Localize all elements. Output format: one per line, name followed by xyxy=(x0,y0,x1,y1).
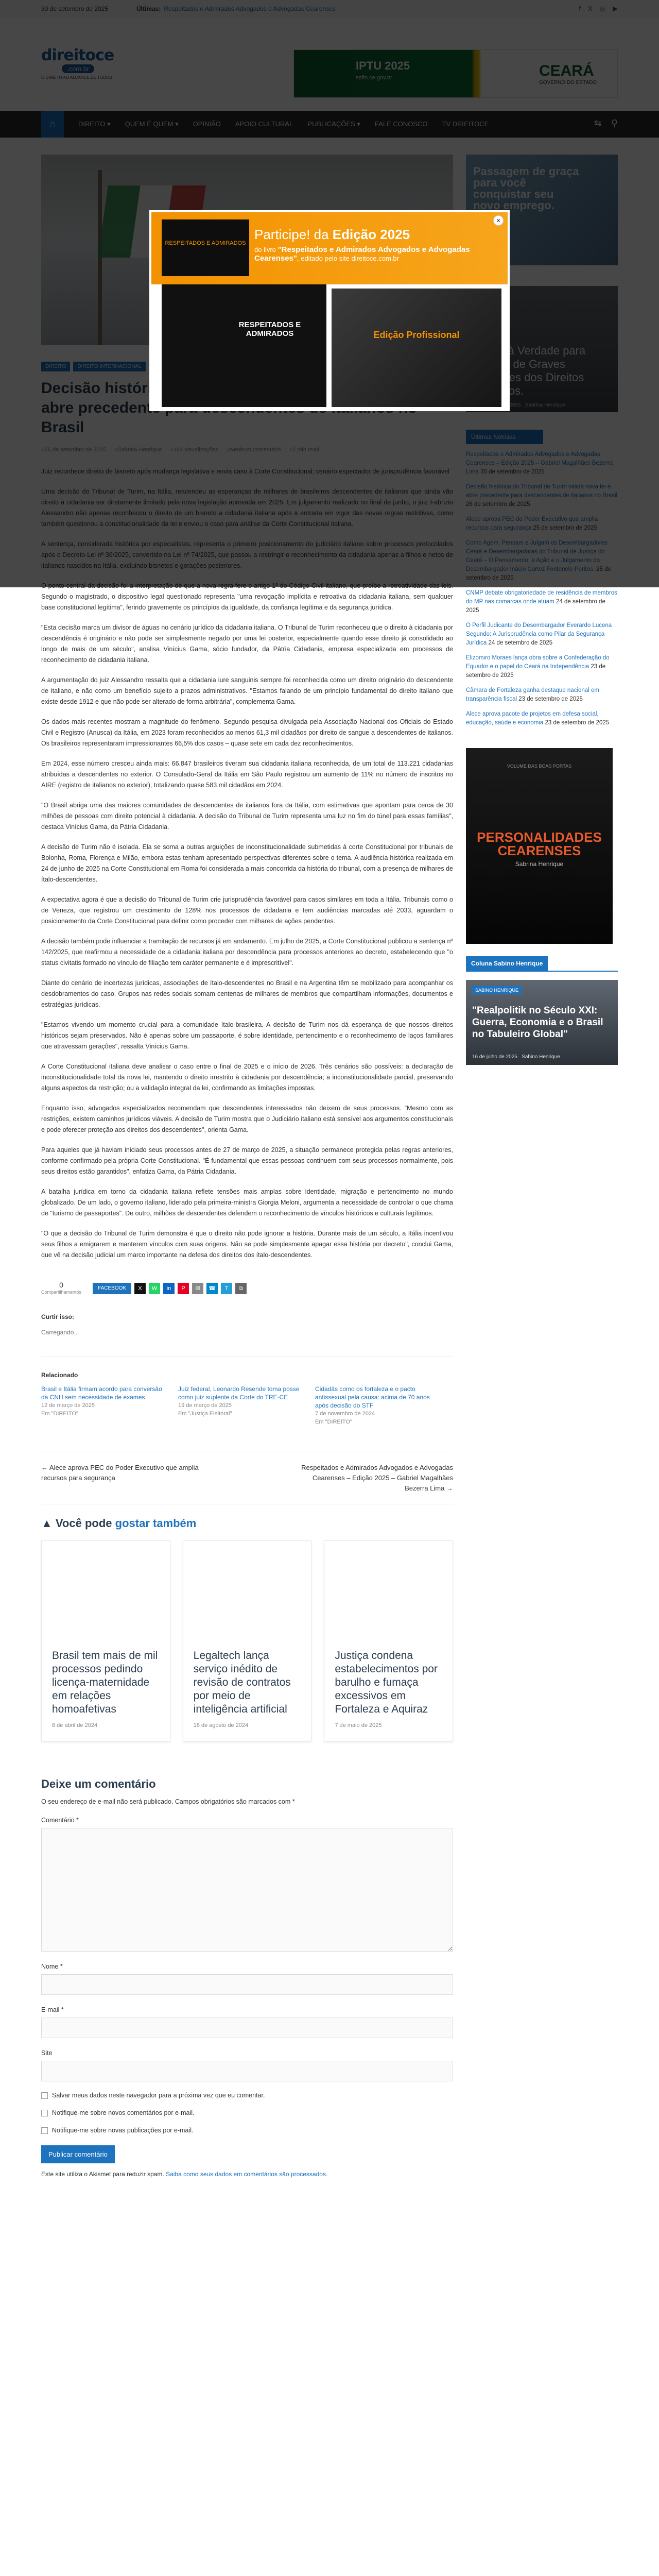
comment-form xyxy=(41,1777,453,2178)
share-linkedin-icon[interactable]: in xyxy=(163,1283,175,1294)
article-paragraph: "Esta decisão marca um divisor de águas no cenário jurídico da cidadania italiana. O Tribunal de Turim reconheceu que o direito à cidadania por descendência é originário e não pode ser simplesmente negado por uma lei posterior, especialmente quando esse direito já consolidado ao longo de mais de um século", analisa Vinícius Gama, sócio fundador, da Pátria Cidadania, empresa especializada em processos de reconhecimento de cidadania italiana. xyxy=(41,624,453,664)
you-may-like xyxy=(41,1517,453,1741)
article-paragraph: A Corte Constitucional italiana deve analisar o caso entre o final de 2025 e o início de 2026. Três cenários são possíveis: a declaração de inconstitucionalidade total da nova lei, mantendo o direito irrestrito à cidadania por descendência; a inconstitucionalidade parcial, preservando alguns aspectos da restrição; ou a validação integral da lei, confirmando as limitações impostas. xyxy=(41,1063,453,1092)
article-paragraph: Enquanto isso, advogados especializados recomendam que descendentes interessados não deixem de seus processos. "Mesmo com as restrições, existem caminhos jurídicos viáveis. A decisão de Turim mostra que o Judiciário italiano está sensível aos argumentos constitucionais e pode oferecer proteção aos direitos dos descendentes", orienta Gama. xyxy=(41,1105,453,1133)
previous-post-link[interactable]: ← Alece aprova PEC do Poder Executivo que amplia recursos para segurança xyxy=(41,1464,199,1482)
akismet-link[interactable]: Saiba como seus dados em comentários são processados. xyxy=(166,2171,328,2178)
share-bar xyxy=(41,1281,453,1296)
modal-cover-text: RESPEITADOS E ADMIRADOS xyxy=(238,320,301,338)
article-paragraph: Diante do cenário de incertezas jurídicas, associações de ítalo-descendentes no Brasil e na Argentina têm se mobilizado para acompanhar os desdobramentos do caso. Grupos nas redes sociais somam centenas de milhares de membros que compartilham informações, documentos e estratégias jurídicas. xyxy=(41,979,453,1008)
latest-news-item[interactable]: O Perfil Judicante do Desembargador Everardo Lucena Segundo: A Jurisprudência como Pilar da Segurança Jurídica 24 de setembro de 2025 xyxy=(466,622,612,646)
promo-modal xyxy=(149,210,510,411)
card-title: Brasil tem mais de mil processos pedindo licença-maternidade em relações homoafetivas xyxy=(52,1650,158,1715)
latest-news-item[interactable]: Câmara de Fortaleza ganha destaque nacional em transparência fiscal 23 de setembro de 2025 xyxy=(466,687,599,702)
submit-comment-button[interactable]: Publicar comentário xyxy=(41,2145,115,2163)
required-note: O seu endereço de e-mail não será publicado. Campos obrigatórios são marcados com * xyxy=(41,1798,295,1805)
column-heading: Coluna Sabino Henrique xyxy=(466,956,618,972)
share-pinterest-icon[interactable]: P xyxy=(178,1283,189,1294)
email-label: E-mail * xyxy=(41,2006,64,2013)
column-tag[interactable]: SABINO HENRIQUE xyxy=(472,986,522,994)
share-count: 0 Compartilhamentos xyxy=(41,1281,82,1295)
share-telegram-icon[interactable]: T xyxy=(221,1283,232,1294)
modal-header xyxy=(151,212,508,284)
share-copy-icon[interactable]: ⧉ xyxy=(235,1283,247,1294)
article-paragraph: A decisão também pode influenciar a tramitação de recursos já em andamento. Em julho de 2025, a Corte Constitucional publicou a sentença nº 142/2025, que reafirmou a necessidade de a cidadania italiana por descendência para processos anteriores ao decreto, estabelecendo que "o status civitatis formado no vínculo de filiação tem caráter permanente e é imprescritível". xyxy=(41,938,453,967)
modal-logo: RESPEITADOS E ADMIRADOS xyxy=(162,219,249,276)
article-paragraph: A expectativa agora é que a decisão do Tribunal de Turim crie jurisprudência favorável para casos similares em toda a Itália. Tribunais como o de Veneza, que registrou um crescimento de 128% nos processos de cidadania e tem audiências marcadas até 2033, aguardam o posicionamento da Corte Constitucional para definir como proceder com milhares de ações pendentes. xyxy=(41,896,453,925)
site-field[interactable] xyxy=(41,2061,453,2081)
card-date: 18 de agosto de 2024 xyxy=(193,1722,249,1728)
like-label: Curtir isso: xyxy=(41,1313,75,1320)
related-post[interactable]: Cidadãs como os fortaleza e o pacto antissexual pela causa: acima de 70 anos após decisão do STF 7 de novembro de 2024 Em "DIREITO" xyxy=(315,1385,430,1425)
modal-cover2-text: Edição Profissional xyxy=(373,330,460,340)
akismet-note: Este site utiliza o Akismet para reduzir spam. Saiba como seus dados em comentários são processados. xyxy=(41,2171,328,2178)
post-navigation xyxy=(41,1452,453,1504)
save-data-checkbox-row[interactable]: Salvar meus dados neste navegador para a próxima vez que eu comentar. xyxy=(41,2092,453,2099)
modal-book-cover-2[interactable] xyxy=(332,289,501,407)
related-heading: Relacionado xyxy=(41,1371,78,1379)
article-paragraph: "O que a decisão do Tribunal de Turim demonstra é que o direito não pode ignorar a história. Durante mais de um século, a Itália incentivou seus filhos a emigrarem e manterem vínculos com suas origens. Não se pode simplesmente apagar essa história por decreto", conclui Gama, que vê na decisão judicial um marco importante na defesa dos direitos dos ítalo-descendentes. xyxy=(41,1230,453,1259)
related-post[interactable]: Brasil e Itália firmam acordo para conversão da CNH sem necessidade de exames 12 de março de 2025 Em "DIREITO" xyxy=(41,1385,162,1417)
card-title: Legaltech lança serviço inédito de revisão de contratos por meio de inteligência artificial xyxy=(193,1650,291,1715)
article-paragraph: Os dados mais recentes mostram a magnitude do fenômeno. Segundo pesquisa divulgada pela Associação Nacional dos Oficiais do Estado Civil e Registro (Anusca) da Itália, em 2023 foram reconhecidos ao menos 61,3 mil cidadãos por direito de sangue a descendentes de italianos. Os brasileiros representaram impressionantes 66,5% dos casos – quase sete em cada dez reconhecimentos. xyxy=(41,718,453,747)
article-paragraph: Segundo o magistrado, o dispositivo legal questionado representa "uma revogação implícita e retroativa da cidadania italiana, sem qualquer base constitucional legítima", ferindo gravemente os princípios da igualdade, da confiança legítima e da segurança jurídica. xyxy=(41,593,453,611)
column-meta: 16 de julho de 2025 Sabino Henrique xyxy=(472,1054,560,1060)
name-label: Nome * xyxy=(41,1963,63,1970)
article-paragraph: Para aqueles que já haviam iniciado seus processos antes de 27 de março de 2025, a situação permanece protegida pelas regras anteriores, conforme confirmado pela própria Corte Constitucional. "É fundamental que essas pessoas continuem com seus processos normalmente, pois seus direitos estão garantidos", enfatiza Gama, da Pátria Cidadania. xyxy=(41,1146,453,1175)
column-card[interactable] xyxy=(466,980,618,1065)
notify-comments-checkbox[interactable] xyxy=(41,2110,48,2116)
suggested-card[interactable] xyxy=(183,1540,312,1741)
save-data-checkbox[interactable] xyxy=(41,2092,48,2099)
comment-textarea[interactable] xyxy=(41,1828,453,1952)
suggested-cards xyxy=(41,1540,453,1741)
name-field[interactable] xyxy=(41,1974,453,1995)
share-whatsapp-icon[interactable]: W xyxy=(149,1283,160,1294)
suggested-card[interactable] xyxy=(324,1540,453,1741)
suggested-card[interactable] xyxy=(41,1540,170,1741)
you-may-like-heading: ▲ Você pode gostar também xyxy=(41,1517,197,1530)
next-post-link[interactable]: Respeitados e Admirados Advogados e Advogadas Cearenses – Edição 2025 – Gabriel Magalhães Bezerra Lima → xyxy=(301,1464,453,1492)
modal-edition: Participe! da Edição 2025 xyxy=(254,227,410,242)
article-paragraph: A decisão de Turim não é isolada. Ela se soma a outras arguições de inconstitucionalidade submetidas à corte Constitucional por tribunais de Bolonha, Roma, Florença e Milão, embora estas tenham apresentado perspectivas diferentes sobre o tema. A audiência histórica realizada em 24 de junho de 2025 na Corte Constitucional em Roma foi considerada a mais concorrida da história do tribunal, com a presença de milhares de ítalo-descendentes. xyxy=(41,843,453,883)
share-email-icon[interactable]: ✉ xyxy=(192,1283,203,1294)
article-paragraph: "Estamos vivendo um momento crucial para a comunidade ítalo-brasileira. A decisão de Turim nos dá esperança de que nossos direitos históricos sejam preservados. Não é apenas sobre um passaporte, é sobre identidade, pertencimento e o reconhecimento de laços familiares que atravessam gerações", ressalta Vinícius Gama. xyxy=(41,1021,453,1050)
comment-label: Comentário * xyxy=(41,1817,79,1824)
notify-comments-row[interactable]: Notifique-me sobre novos comentários por e-mail. xyxy=(41,2109,453,2116)
site-label: Site xyxy=(41,2049,53,2057)
notify-posts-row[interactable]: Notifique-me sobre novas publicações por e-mail. xyxy=(41,2127,453,2134)
related-posts xyxy=(41,1385,453,1426)
article-paragraph: A batalha jurídica em torno da cidadania italiana reflete tensões mais amplas sobre identidade, migração e pertencimento no mundo globalizado. De um lado, o governo italiano, liderado pela primeira-ministra Giorgia Meloni, argumenta a necessidade de controlar o que chama de "turismo de passaportes". De outro, milhões de descendentes defendem o reconhecimento de vínculos históricos e culturais legítimos. xyxy=(41,1188,453,1217)
email-field[interactable] xyxy=(41,2018,453,2038)
notify-posts-checkbox[interactable] xyxy=(41,2127,48,2134)
card-date: 8 de abril de 2024 xyxy=(52,1722,98,1728)
article-paragraph: Em 2024, esse número cresceu ainda mais: 66.847 brasileiros tiveram sua cidadania italiana reconhecida, de um total de 113.221 cidadanias atribuídas a descendentes no exterior. O Consulado-Geral da Itália em São Paulo registrou um aumento de 11% no número de inscritos no AIRE (registro de italianos no exterior), totalizando quase 583 mil cidadãos em 2024. xyxy=(41,760,453,789)
modal-subtitle: do livro "Respeitados e Admirados Advogados e Advogadas Cearenses", editado pelo site direitoce.com.br xyxy=(254,245,470,263)
related-post[interactable]: Juiz federal, Leonardo Resende toma posse como juiz suplente da Corte do TRE-CE 19 de março de 2025 Em "Justiça Eleitoral" xyxy=(178,1385,300,1417)
close-icon[interactable]: × xyxy=(493,215,504,226)
column-title: "Realpolitik no Século XXI: Guerra, Economia e o Brasil no Tabuleiro Global" xyxy=(472,1005,603,1040)
article-paragraph: "O Brasil abriga uma das maiores comunidades de descendentes de italianos fora da Itália, com estimativas que apontam para cerca de 30 milhões de pessoas com direito potencial à cidadania. A decisão do Tribunal de Turim representa uma luz no fim do túnel para essas famílias", destaca Vinícius Gama, da Pátria Cidadania. xyxy=(41,802,453,831)
like-loading: Carregando... xyxy=(41,1329,79,1336)
share-x-icon[interactable]: X xyxy=(134,1283,146,1294)
article-body xyxy=(41,486,453,1261)
modal-book-cover[interactable] xyxy=(162,284,326,407)
card-date: 7 de maio de 2025 xyxy=(335,1722,382,1728)
article-paragraph: A argumentação do juiz Alessandro ressalta que a cidadania iure sanguinis sempre foi reconhecida como um direito originário do descendente de italiano, e não como um benefício sujeito a prazos administrativos. "Estamos falando de um princípio fundamental do direito italiano que existe desde 1912 e que não pode ser alterado de forma arbitrária", complementa Gama. xyxy=(41,676,453,705)
latest-news-item[interactable]: CNMP debate obrigatoriedade de residência de membros do MP nas comarcas onde atuam 24 de setembro de 2025 xyxy=(466,590,617,614)
comment-heading: Deixe um comentário xyxy=(41,1777,156,1790)
book-top-text: VOLUME DAS BOAS PORTAS xyxy=(507,764,572,769)
card-title: Justiça condena estabelecimentos por barulho e fumaça excessivos em Fortaleza e Aquiraz xyxy=(335,1650,438,1715)
latest-news-item[interactable]: Elizomiro Moraes lança obra sobre a Confederação do Equador e o papel do Ceará na Independência 23 de setembro de 2025 xyxy=(466,655,610,679)
latest-news-item[interactable]: Alece aprova pacote de projetos em defesa social, educação, saúde e economia 23 de setembro de 2025 xyxy=(466,711,610,726)
share-facebook-button[interactable]: FACEBOOK xyxy=(93,1283,131,1294)
book-ad[interactable] xyxy=(466,748,613,944)
share-messenger-icon[interactable]: ☎ xyxy=(206,1283,218,1294)
book-title: PERSONALIDADES CEARENSES Sabrina Henrique xyxy=(477,829,602,868)
